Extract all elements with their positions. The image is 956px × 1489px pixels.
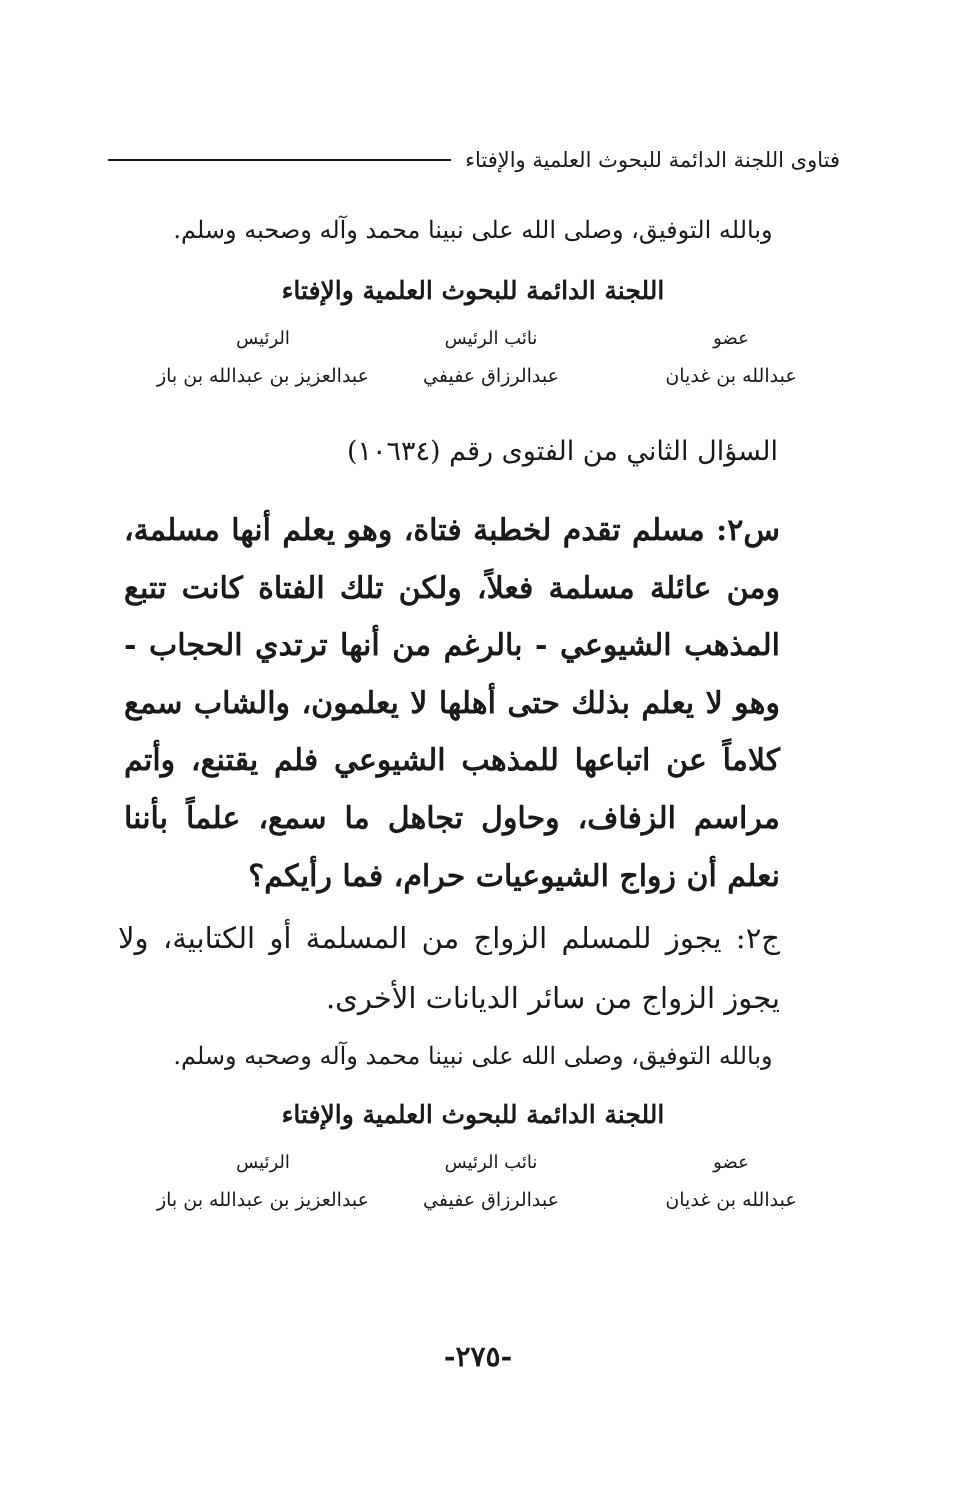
signatory-name: عبدالله بن غديان bbox=[665, 365, 797, 387]
answer-text: ج٢: يجوز للمسلم الزواج من المسلمة أو الكتابية، ولا يجوز الزواج من سائر الديانات الأخرى. bbox=[118, 921, 780, 1015]
signatory-chair bbox=[150, 1146, 376, 1220]
running-title: فتاوى اللجنة الدائمة للبحوث العلمية والإفتاء bbox=[465, 148, 840, 172]
header-rule bbox=[108, 159, 451, 161]
signatory-name: عبدالرزاق عفيفي bbox=[423, 1189, 559, 1211]
question-text: س٢: مسلم تقدم لخطبة فتاة، وهو يعلم أنها مسلمة، ومن عائلة مسلمة فعلاً، ولكن تلك الفتاة كانت تتبع المذهب الشيوعي - بالرغم من أنها ترتدي الحجاب - وهو لا يعلم بذلك حتى أهلها لا يعلمون، والشاب سمع كلاماً عن اتباعها للمذهب الشيوعي فلم يقتنع، وأتم مراسم الزفاف، وحاول تجاهل ما سمع، علماً بأننا نعلم أن زواج الشيوعيات حرام، فما رأيكم؟ bbox=[124, 513, 780, 894]
signatory-role: الرئيس bbox=[236, 328, 290, 349]
signatures-block bbox=[150, 1146, 806, 1226]
committee-name: اللجنة الدائمة للبحوث العلمية والإفتاء bbox=[281, 276, 665, 305]
signatory-name: عبدالله بن غديان bbox=[665, 1189, 797, 1211]
signatory-role: عضو bbox=[713, 1152, 749, 1173]
signatory-name: عبدالعزيز بن عبدالله بن باز bbox=[156, 1189, 370, 1211]
question-heading: السؤال الثاني من الفتوى رقم (١٠٦٣٤) bbox=[346, 436, 778, 467]
signatory-member bbox=[656, 322, 806, 396]
running-header bbox=[108, 142, 840, 178]
signatory-vice-chair bbox=[391, 1146, 591, 1220]
signatory-name: عبدالعزيز بن عبدالله بن باز bbox=[156, 365, 370, 387]
committee-name: اللجنة الدائمة للبحوث العلمية والإفتاء bbox=[281, 1100, 665, 1129]
signatures-block bbox=[150, 322, 806, 402]
page-number: -٢٧٥- bbox=[443, 1340, 513, 1373]
signatory-role: نائب الرئيس bbox=[444, 328, 538, 349]
closing-formula: وبالله التوفيق، وصلى الله على نبينا محمد وآله وصحبه وسلم. bbox=[173, 1042, 773, 1070]
signatory-chair bbox=[150, 322, 376, 396]
signatory-vice-chair bbox=[391, 322, 591, 396]
signatory-member bbox=[656, 1146, 806, 1220]
signatory-role: الرئيس bbox=[236, 1152, 290, 1173]
signatory-name: عبدالرزاق عفيفي bbox=[423, 365, 559, 387]
signatory-role: نائب الرئيس bbox=[444, 1152, 538, 1173]
signatory-role: عضو bbox=[713, 328, 749, 349]
closing-formula: وبالله التوفيق، وصلى الله على نبينا محمد وآله وصحبه وسلم. bbox=[173, 216, 773, 244]
